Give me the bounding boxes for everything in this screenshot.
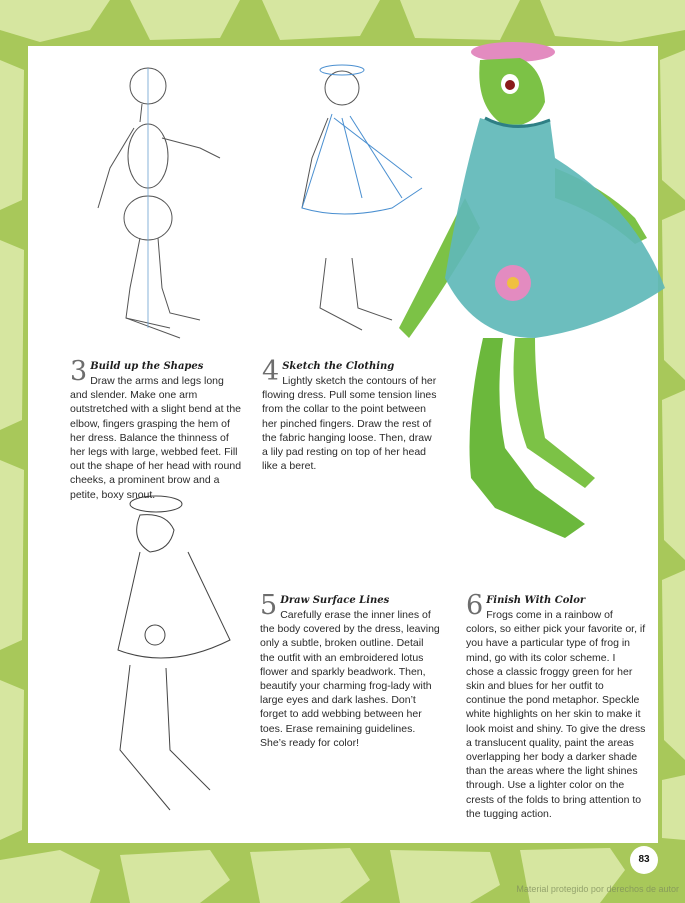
step-4-number: 4 bbox=[262, 356, 280, 387]
step-3-instructions bbox=[70, 356, 242, 502]
dress bbox=[445, 118, 665, 338]
step-6-text: Frogs come in a rainbow of colors, so either pick your favorite or, if you have a particular type of frog in mind, go with its color scheme. I chose a classic froggy green for her skin and blues for her outfit to continue the pond metaphor. Speckle white highlights on her skin to make it look moist and shiny. To give the dress a translucent quality, paint the areas overlapping her body a darker shade than the areas where the light shines through. Use a lighter color on the crests of the folds to bring attention to the tugging action. bbox=[466, 609, 646, 820]
step-5-text: Carefully erase the inner lines of the body covered by the dress, leaving only a subtle, broken outline. Detail the outfit with an embroidered lotus flower and sparkly beadwork. Then, beautify your charming frog-lady with large eyes and dark lashes. Don’t forget to add webbing between her toes. Erase remaining guidelines. She’s ready for color! bbox=[260, 609, 440, 749]
step-4-title: Sketch the Clothing bbox=[282, 361, 395, 372]
step3-shapes-sketch bbox=[70, 58, 240, 348]
step-5-instructions bbox=[260, 590, 440, 750]
step-5-title: Draw Surface Lines bbox=[280, 595, 390, 606]
step-5-number: 5 bbox=[260, 590, 278, 621]
copyright-watermark: Material protegido por derechos de autor bbox=[516, 884, 679, 894]
step-6-number: 6 bbox=[466, 590, 484, 621]
step-4-text: Lightly sketch the contours of her flowing dress. Pull some tension lines from the collar to the point between her pinched fingers. Draw the rest of the fabric hanging loose. Then, draw a lily pad resting on top of her head like a beret. bbox=[262, 375, 437, 473]
step-4-instructions bbox=[262, 356, 440, 473]
step-6-instructions bbox=[466, 590, 646, 821]
step5-surface-lines-sketch bbox=[70, 490, 250, 835]
page-number: 83 bbox=[630, 846, 658, 874]
step-3-number: 3 bbox=[70, 356, 88, 387]
step-3-title: Build up the Shapes bbox=[90, 361, 204, 372]
step-6-title: Finish With Color bbox=[486, 595, 586, 606]
frog-lady-color-illustration bbox=[385, 38, 675, 583]
step-3-text: Draw the arms and legs long and slender. Make one arm outstretched with a slight bend at the elbow, fingers grasping the hem of her dress. Balance the thinness of her legs with large, webbed feet. Fill out the shape of her head with round cheeks, a prominent brow and a petite, boxy snout. bbox=[70, 375, 242, 501]
